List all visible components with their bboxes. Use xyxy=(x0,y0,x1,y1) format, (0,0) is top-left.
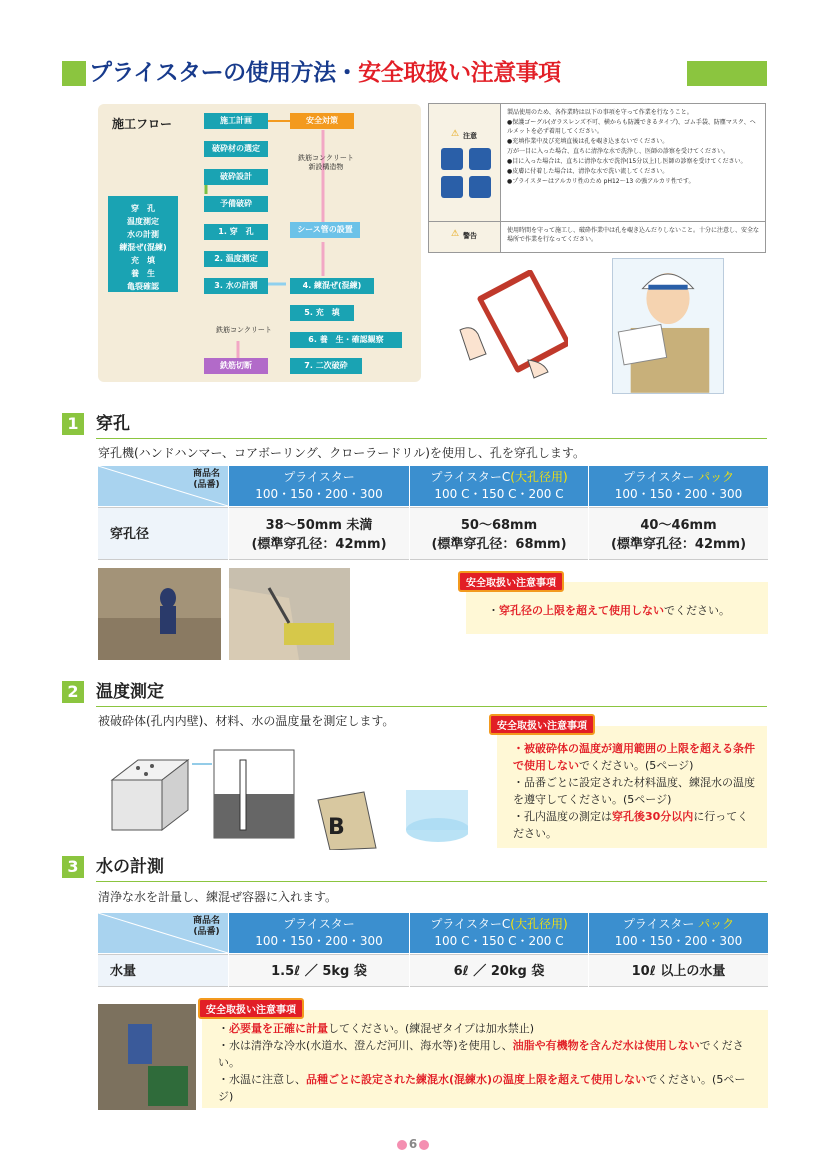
table-header-col2: プライスターC(大孔径用) 100 C・150 C・200 C xyxy=(410,466,588,506)
flow-step-3: 3. 水の計測 xyxy=(204,278,268,294)
dot-icon xyxy=(419,1140,429,1150)
section-title: 穿孔 xyxy=(96,414,130,434)
table-header-col1: プライスター 100・150・200・300 xyxy=(229,466,409,506)
flow-step-pretest: 予備破砕 xyxy=(204,196,268,212)
caution-item: ・水は清浄な冷水(水道水、澄んだ河川、海水等)を使用し、油脂や有機物を含んだ水は使用しないでください。 xyxy=(218,1039,744,1069)
table-cell: 6ℓ ／ 20kg 袋 xyxy=(410,954,588,987)
flow-note-rc: 鉄筋コンクリート xyxy=(216,326,272,334)
helmet-icon xyxy=(469,176,491,198)
table-header-col2: プライスターC(大孔径用) 100 C・150 C・200 C xyxy=(410,913,588,953)
caution-item: ・穿孔径の上限を超えて使用しないでください。 xyxy=(488,604,730,617)
table-header-col1: プライスター 100・150・200・300 xyxy=(229,913,409,953)
temperature-illustration xyxy=(108,740,468,850)
caution-item: ・孔内温度の測定は穿孔後30分以内に行ってください。 xyxy=(513,810,749,840)
table-header-col3: プライスター パック 100・150・200・300 xyxy=(589,466,768,506)
dot-icon xyxy=(397,1140,407,1150)
flow-side-item: 温度測定 xyxy=(127,217,159,226)
section-2-description: 被破砕体(孔内内壁)、材料、水の温度量を測定します。 xyxy=(98,714,395,728)
crawler-drill-photo xyxy=(229,568,350,660)
flow-step-select: 破砕材の選定 xyxy=(204,141,268,157)
flow-side-item: 練混ぜ(混練) xyxy=(119,243,167,252)
warning-triangle-icon: ⚠ xyxy=(451,229,460,239)
drilling-photo xyxy=(98,568,221,660)
flow-step-rebar: 鉄筋切断 xyxy=(204,358,268,374)
header-left-bar xyxy=(62,61,86,86)
flow-side-item: 水の計測 xyxy=(127,230,159,239)
safety-line: 万が一目に入った場合、直ちに清浄な水で洗浄し、医師の診察を受けてください。 xyxy=(507,148,730,155)
table-row-label: 穿孔径 xyxy=(98,507,228,560)
safety-label-cell xyxy=(429,104,501,221)
flow-step-design: 破砕設計 xyxy=(204,169,268,185)
safety-label-warning: 警告 xyxy=(463,232,477,240)
table-header-col3: プライスター パック 100・150・200・300 xyxy=(589,913,768,953)
flow-side-item: 充 填 xyxy=(131,256,155,265)
safety-line: ●皮膚に付着した場合は、清浄な水で洗い流してください。 xyxy=(507,168,669,175)
header-right-bar xyxy=(687,61,767,86)
flow-side-item: 穿 孔 xyxy=(131,204,155,213)
page-header xyxy=(62,57,767,90)
section-underline xyxy=(96,881,767,882)
table-cell: 50〜68mm (標準穿孔径：68mm) xyxy=(410,507,588,560)
warning-triangle-icon: ⚠ xyxy=(451,129,460,139)
safety-line: 製品使用のため、各作業時は以下の事項を守って作業を行なうこと。 xyxy=(507,109,693,116)
section-3-caution-box xyxy=(202,1010,768,1108)
table-cell: 40〜46mm (標準穿孔径：42mm) xyxy=(589,507,768,560)
flow-step-1: 1. 穿 孔 xyxy=(204,224,268,240)
section-1-description: 穿孔機(ハンドハンマー、コアボーリング、クローラードリル)を使用し、孔を穿孔します。 xyxy=(98,446,585,460)
section-title: 水の計測 xyxy=(96,857,164,877)
section-underline xyxy=(96,438,767,439)
section-underline xyxy=(96,706,767,707)
section-3-header xyxy=(62,856,767,882)
safety-text xyxy=(507,108,761,187)
table-cell: 1.5ℓ ／ 5kg 袋 xyxy=(229,954,409,987)
safety-line: ●充填作業中及び充填直後は孔を覗き込まないでください。 xyxy=(507,138,669,145)
section-number: 1 xyxy=(62,413,84,435)
safety-line: ●保護ゴーグル(ガラスレンズ不可、横からも防護できるタイプ)、ゴム手袋、防塵マスク、ヘルメットを必ず着用してください。 xyxy=(507,119,756,135)
flow-step-sheath: シース管の設置 xyxy=(290,222,360,238)
caution-item: ・水温に注意し、品種ごとに設定された練混水(混練水)の温度上限を超えて使用しないでください。(5ページ) xyxy=(218,1073,746,1103)
caution-item: ・品番ごとに設定された材料温度、練混水の温度を遵守してください。(5ページ) xyxy=(513,776,755,806)
section-1-product-table xyxy=(98,466,768,566)
construction-flow-chart xyxy=(98,104,421,382)
clipboard-illustration xyxy=(458,270,568,380)
caution-tag: 安全取扱い注意事項 xyxy=(489,714,595,735)
flow-side-item: 養 生 xyxy=(131,269,155,278)
safety-warning-text: 使用時間を守って施工し、破砕作業中は孔を覗き込んだりしないこと。十分に注意し、安全な場所で作業を行なってください。 xyxy=(507,227,760,243)
goggles-icon xyxy=(441,148,463,170)
table-corner-cell xyxy=(98,913,228,953)
section-number: 3 xyxy=(62,856,84,878)
caution-item: ・被破砕体の温度が適用範囲の上限を超える条件で使用しないでください。(5ページ) xyxy=(513,742,755,772)
section-3-description: 清浄な水を計量し、練混ぜ容器に入れます。 xyxy=(98,890,338,904)
flow-title: 施工フロー xyxy=(112,117,173,131)
safety-line: ●プライスターはアルカリ性のため pH12〜13 の強アルカリ性です。 xyxy=(507,178,695,185)
safety-row-caution xyxy=(429,104,765,222)
safety-row-warning xyxy=(429,222,765,252)
flow-step-5: 5. 充 填 xyxy=(290,305,354,321)
flow-step-safety: 安全対策 xyxy=(290,113,354,129)
table-row-label: 水量 xyxy=(98,954,228,987)
table-cell: 10ℓ 以上の水量 xyxy=(589,954,768,987)
water-measuring-photo xyxy=(98,1004,196,1110)
flow-step-7: 7. 二次破砕 xyxy=(290,358,362,374)
caution-tag: 安全取扱い注意事項 xyxy=(458,571,564,592)
section-number: 2 xyxy=(62,681,84,703)
table-cell: 38〜50mm 未満 (標準穿孔径：42mm) xyxy=(229,507,409,560)
page-title: プライスターの使用方法・安全取扱い注意事項 xyxy=(89,60,561,86)
safety-label-cell xyxy=(429,222,501,252)
table-corner-label: 商品名 (品番) xyxy=(192,916,220,937)
section-3-product-table xyxy=(98,913,768,989)
page-number: 6 xyxy=(383,1137,443,1151)
gloves-icon xyxy=(469,148,491,170)
flow-note-concrete: 鉄筋コンクリート 新設構造物 xyxy=(298,154,354,171)
flow-side-panel xyxy=(108,196,178,292)
mask-icon xyxy=(441,176,463,198)
flow-step-4: 4. 練混ぜ(混練) xyxy=(290,278,374,294)
section-1-header xyxy=(62,413,767,439)
safety-label-caution: 注意 xyxy=(463,132,477,140)
caution-item: ・必要量を正確に計量してください。(練混ぜタイプは加水禁止) xyxy=(218,1022,535,1035)
flow-step-6: 6. 養 生・確認観察 xyxy=(290,332,402,348)
caution-tag: 安全取扱い注意事項 xyxy=(198,998,304,1019)
section-2-caution-box xyxy=(497,726,767,848)
bag-letter: B xyxy=(328,815,345,840)
safety-precautions-table xyxy=(428,103,766,253)
flow-step-plan: 施工計画 xyxy=(204,113,268,129)
table-corner-cell xyxy=(98,466,228,506)
flow-side-item: 亀裂確認 xyxy=(127,282,159,291)
safety-line: ●目に入った場合は、直ちに清浄な水で洗浄(15分以上)し医師の診察を受けてください。 xyxy=(507,158,747,165)
section-2-header xyxy=(62,681,767,707)
flow-step-2: 2. 温度測定 xyxy=(204,251,268,267)
table-corner-label: 商品名 (品番) xyxy=(192,469,220,490)
section-title: 温度測定 xyxy=(96,682,164,702)
worker-illustration xyxy=(612,258,724,394)
